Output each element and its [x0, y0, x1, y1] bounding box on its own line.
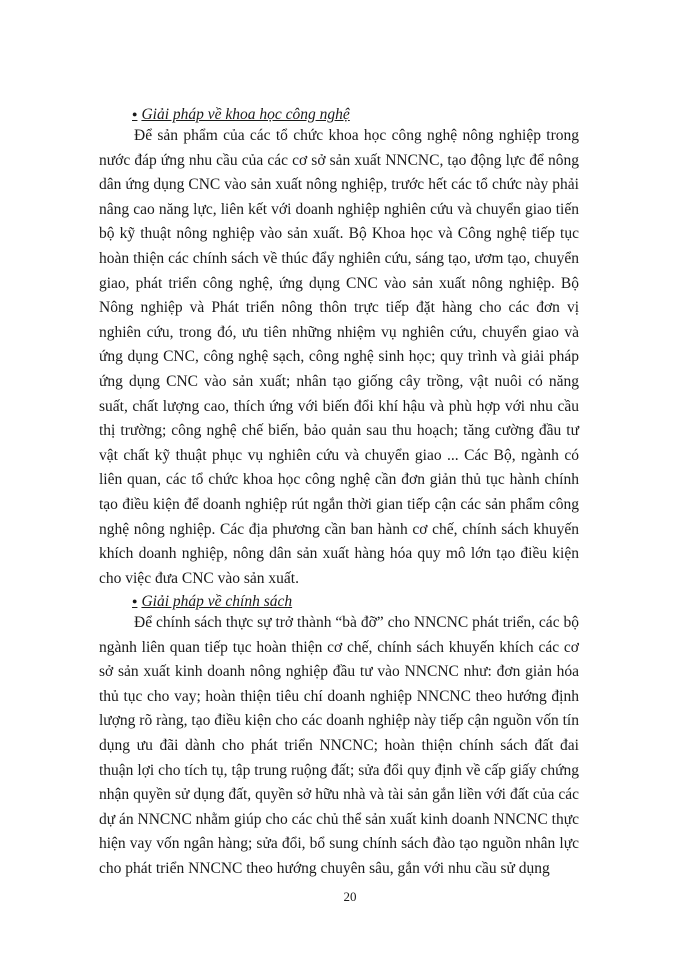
- paragraph-policy: Để chính sách thực sự trở thành “bà đỡ” cho NNCNC phát triển, các bộ ngành liên quan tiếp tục hoàn thiện cơ chế, chính sách khuyến khích các cơ sở sản xuất kinh doanh nông nghiệp đầu tư vào NNCNC như: đơn giản hóa thủ tục cho vay; hoàn thiện tiêu chí doanh nghiệp NNCNC theo hướng định lượng rõ ràng, tạo điều kiện cho các doanh nghiệp này tiếp cận nguồn vốn tín dụng ưu đãi dành cho phát triển NNCNC; hoàn thiện chính sách đất đai thuận lợi cho tích tụ, tập trung ruộng đất; sửa đổi quy định về cấp giấy chứng nhận quyền sử dụng đất, quyền sở hữu nhà và tài sản gắn liền với đất của các dự án NNCNC nhằm giúp cho các chủ thể sản xuất kinh doanh NNCNC thực hiện vay vốn ngân hàng; sửa đổi, bổ sung chính sách đào tạo nguồn nhân lực cho phát triển NNCNC theo hướng chuyên sâu, gắn với nhu cầu sử dụng: [99, 614, 579, 877]
- page-number: 20: [343, 889, 357, 904]
- section-heading-policy: [132, 591, 292, 612]
- section-heading-text: Giải pháp về chính sách: [141, 593, 293, 610]
- bullet-icon: ●: [132, 596, 138, 606]
- paragraph-science-technology: Để sản phẩm của các tổ chức khoa học công nghệ nông nghiệp trong nước đáp ứng nhu cầu của các cơ sở sản xuất NNCNC, tạo động lực để nông dân ứng dụng CNC vào sản xuất nông nghiệp, trước hết các tổ chức này phải nâng cao năng lực, liên kết với doanh nghiệp nghiên cứu và chuyển giao tiến bộ kỹ thuật nông nghiệp vào sản xuất. Bộ Khoa học và Công nghệ tiếp tục hoàn thiện các chính sách về thúc đẩy nghiên cứu, sáng tạo, ươm tạo, chuyển giao, phát triển công nghệ, ứng dụng CNC vào sản xuất nông nghiệp. Bộ Nông nghiệp và Phát triển nông thôn trực tiếp đặt hàng cho các đơn vị nghiên cứu, trong đó, ưu tiên những nhiệm vụ nghiên cứu, chuyển giao và ứng dụng CNC, công nghệ sạch, công nghệ sinh học; quy trình và giải pháp ứng dụng CNC vào sản xuất; nhân tạo giống cây trồng, vật nuôi có năng suất, chất lượng cao, thích ứng với biến đổi khí hậu và phù hợp với nhu cầu thị trường; công nghệ chế biến, bảo quản sau thu hoạch; tăng cường đầu tư vật chất kỹ thuật phục vụ nghiên cứu và chuyển giao ... Các Bộ, ngành có liên quan, các tổ chức khoa học công nghệ cần đơn giản thủ tục hành chính tạo điều kiện để doanh nghiệp rút ngắn thời gian tiếp cận các sản phẩm công nghệ nông nghiệp. Các địa phương cần ban hành cơ chế, chính sách khuyến khích doanh nghiệp, nông dân sản xuất hàng hóa quy mô lớn tạo điều kiện cho việc đưa CNC vào sản xuất.: [99, 127, 579, 587]
- bullet-icon: ●: [132, 109, 138, 119]
- section-heading-science-technology: [132, 104, 350, 125]
- section-heading-text: Giải pháp về khoa học công nghệ: [141, 106, 350, 123]
